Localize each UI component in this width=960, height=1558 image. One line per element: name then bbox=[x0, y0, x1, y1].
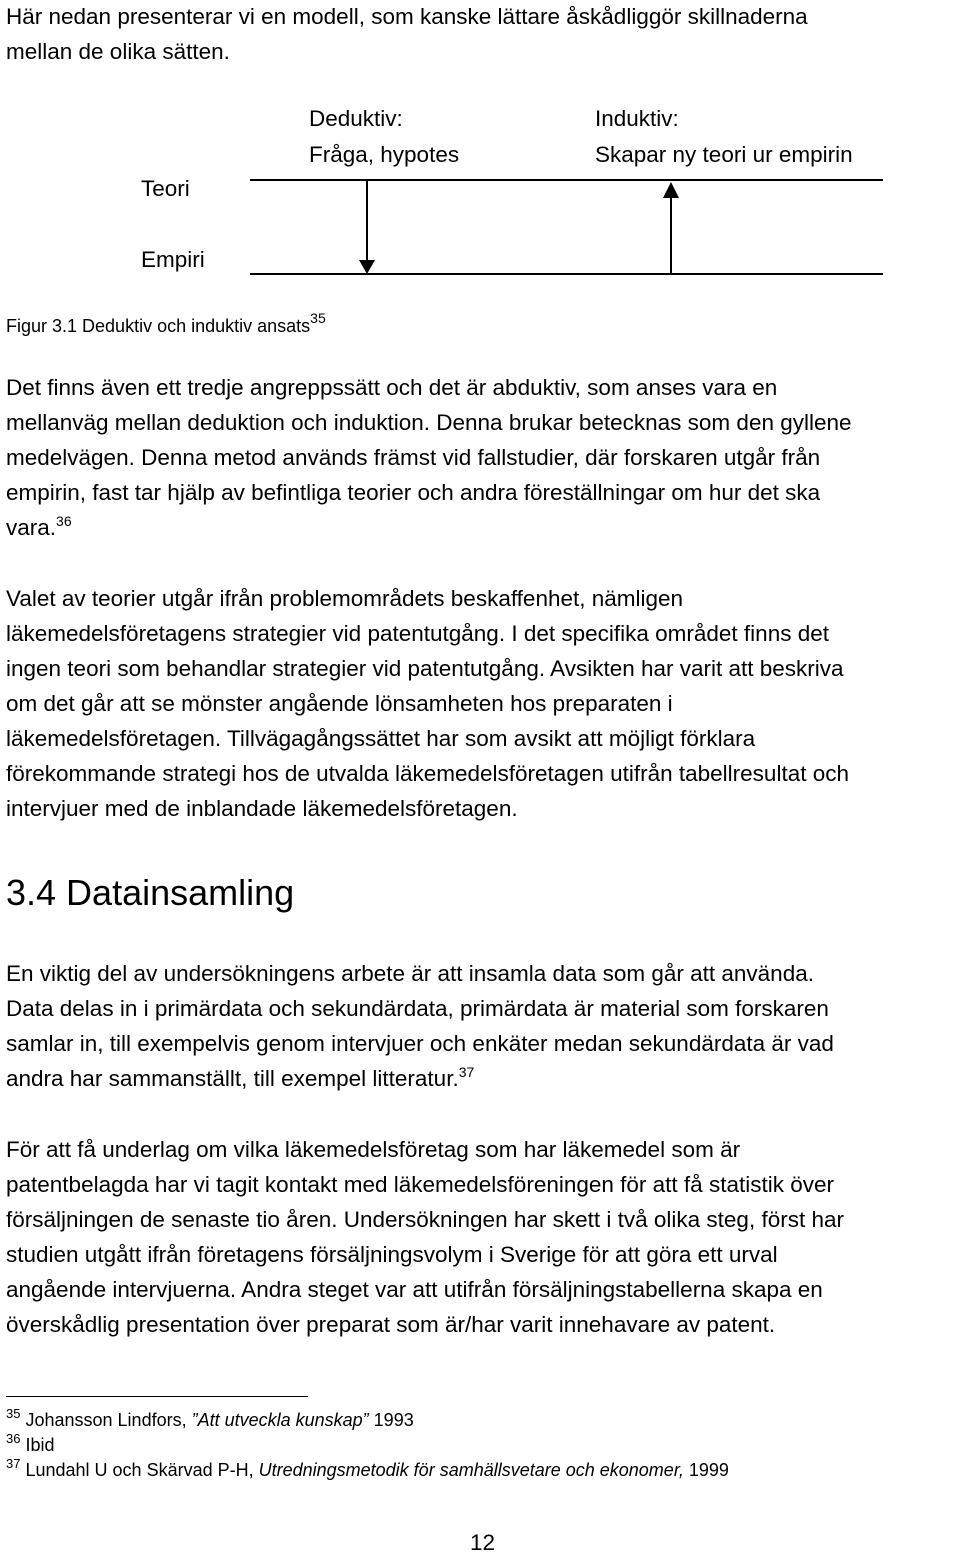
page-number: 12 bbox=[470, 1530, 496, 1555]
figure-diagram bbox=[0, 170, 960, 280]
text-line: patentbelagda har vi tagit kontakt med läkemedelsföreningen för att få statistik över bbox=[6, 1172, 834, 1197]
text-line bbox=[6, 1061, 956, 1096]
footnote bbox=[6, 1458, 729, 1482]
text-line bbox=[6, 510, 956, 545]
text-line: empirin, fast tar hjälp av befintliga teorier och andra föreställningar om hur det ska bbox=[6, 480, 821, 505]
inductive-sub: Skapar ny teori ur empirin bbox=[595, 142, 853, 167]
deductive-arrow-down-icon bbox=[359, 260, 375, 274]
text-line: mellanväg mellan deduktion och induktion. Denna brukar betecknas som den gyllene bbox=[6, 410, 852, 435]
text-line: intervjuer med de inblandade läkemedelsföretagen. bbox=[6, 796, 518, 821]
footnote-number: 37 bbox=[6, 1456, 21, 1471]
paragraph-data-types bbox=[6, 956, 956, 1096]
text-line: medelvägen. Denna metod används främst vid fallstudier, där forskaren utgår från bbox=[6, 445, 821, 470]
inductive-label: Induktiv: bbox=[595, 106, 679, 131]
text-line: försäljningen de senaste tio åren. Undersökningen har skett i två olika steg, först har bbox=[6, 1207, 844, 1232]
text-line: Det finns även ett tredje angreppssätt och det är abduktiv, som anses vara en bbox=[6, 375, 778, 400]
text-fragment: andra har sammanställt, till exempel litteratur. bbox=[6, 1066, 459, 1091]
text-line: läkemedelsföretagen. Tillvägagångssättet har som avsikt att möjligt förklara bbox=[6, 726, 756, 751]
inductive-arrow-up-icon bbox=[663, 182, 679, 198]
empiri-label: Empiri bbox=[141, 247, 205, 272]
footnote-title: Utredningsmetodik för samhällsvetare och ekonomer, bbox=[258, 1460, 684, 1480]
intro-line: Här nedan presenterar vi en modell, som kanske lättare åskådliggör skillnaderna bbox=[6, 4, 808, 29]
text-line: Data delas in i primärdata och sekundärdata, primärdata är material som forskaren bbox=[6, 996, 829, 1021]
footnote bbox=[6, 1433, 55, 1457]
text-line: ingen teori som behandlar strategier vid patentutgång. Avsikten har varit att beskriva bbox=[6, 656, 844, 681]
text-line: om det går att se mönster angående lönsamheten hos preparaten i bbox=[6, 691, 673, 716]
footnote-ref: 37 bbox=[458, 1064, 475, 1080]
text-fragment: vara. bbox=[6, 515, 57, 540]
text-line: En viktig del av undersökningens arbete är att insamla data som går att använda. bbox=[6, 961, 814, 986]
footnote-ref: 35 bbox=[310, 310, 326, 326]
footnote-title: ”Att utveckla kunskap” bbox=[191, 1410, 369, 1430]
footnote-year: 1999 bbox=[683, 1460, 729, 1480]
figure-caption bbox=[6, 311, 326, 341]
footnote bbox=[6, 1408, 414, 1432]
text-line: angående intervjuerna. Andra steget var att utifrån försäljningstabellerna skapa en bbox=[6, 1277, 823, 1302]
paragraph-theory-choice bbox=[6, 581, 956, 826]
text-line: samlar in, till exempelvis genom intervjuer och enkäter medan sekundärdata är vad bbox=[6, 1031, 834, 1056]
footnote-author: Johansson Lindfors, bbox=[25, 1410, 192, 1430]
text-line: förekommande strategi hos de utvalda läkemedelsföretagen utifrån tabellresultat och bbox=[6, 761, 849, 786]
text-line: överskådlig presentation över preparat som är/har varit innehavare av patent. bbox=[6, 1312, 776, 1337]
theory-label: Teori bbox=[141, 176, 190, 201]
paragraph-abductive bbox=[6, 370, 956, 545]
footnote-number: 36 bbox=[6, 1431, 21, 1446]
footnote-author: Ibid bbox=[25, 1435, 55, 1455]
intro-paragraph bbox=[6, 0, 956, 69]
text-line: studien utgått ifrån företagens försäljningsvolym i Sverige för att göra ett urval bbox=[6, 1242, 778, 1267]
deductive-sub: Fråga, hypotes bbox=[309, 142, 460, 167]
text-line: För att få underlag om vilka läkemedelsföretag som har läkemedel som är bbox=[6, 1137, 741, 1162]
paragraph-method bbox=[6, 1132, 956, 1342]
figure-caption-text: Figur 3.1 Deduktiv och induktiv ansats bbox=[6, 316, 311, 336]
text-line: läkemedelsföretagens strategier vid patentutgång. I det specifika området finns det bbox=[6, 621, 829, 646]
footnote-author: Lundahl U och Skärvad P-H, bbox=[25, 1460, 259, 1480]
footnote-number: 35 bbox=[6, 1406, 21, 1421]
text-line: Valet av teorier utgår ifrån problemområdets beskaffenhet, nämligen bbox=[6, 586, 684, 611]
deductive-label: Deduktiv: bbox=[309, 106, 403, 131]
footnote-separator bbox=[6, 1396, 308, 1397]
footnote-year: 1993 bbox=[368, 1410, 414, 1430]
intro-line: mellan de olika sätten. bbox=[6, 39, 230, 64]
section-heading: 3.4 Datainsamling bbox=[6, 872, 295, 913]
footnote-ref: 36 bbox=[56, 513, 72, 529]
